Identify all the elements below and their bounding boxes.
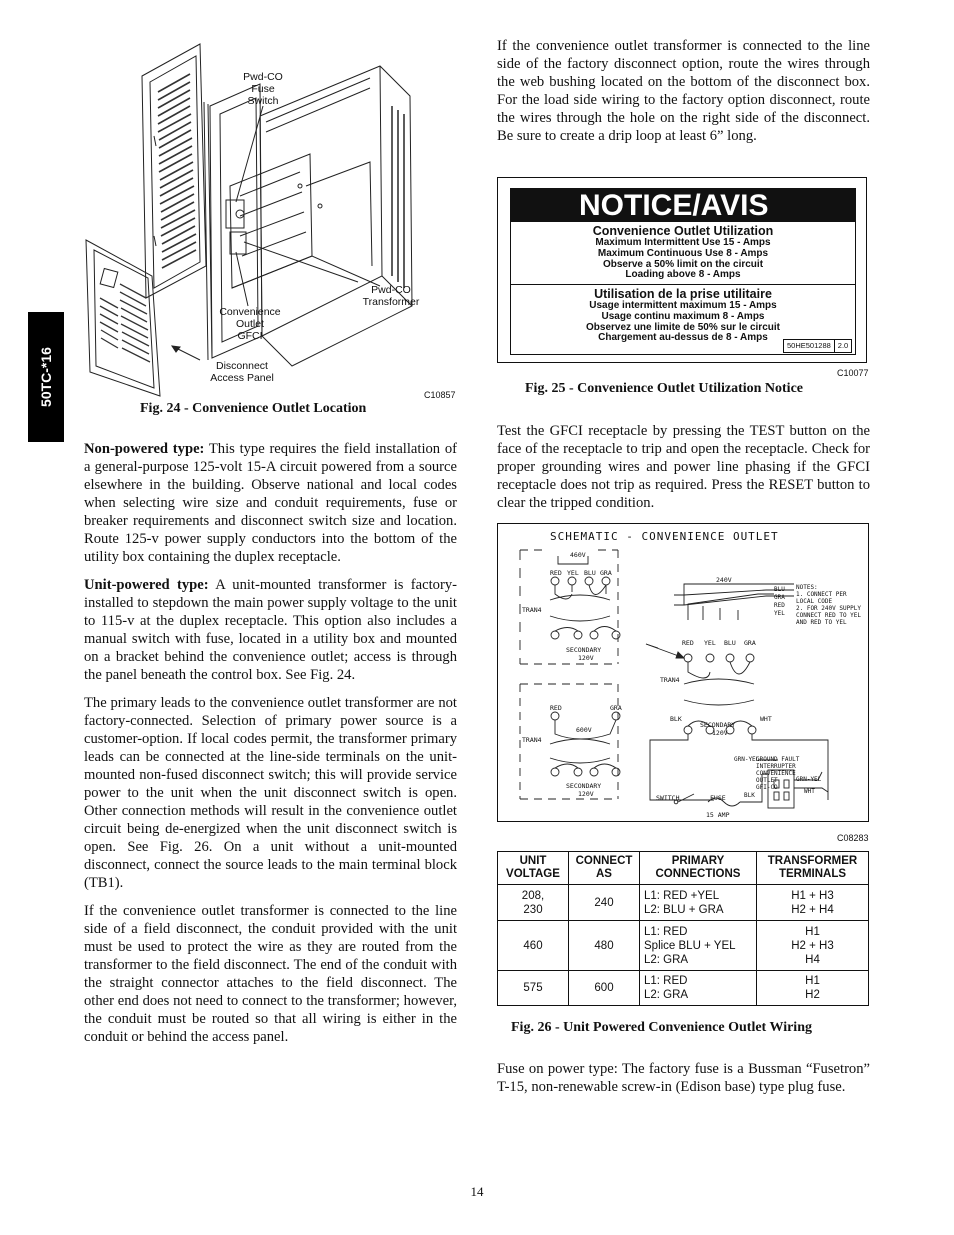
cell-unit-voltage: 460 bbox=[498, 921, 569, 971]
right-column-top bbox=[497, 37, 870, 145]
header-connect-as: CONNECT AS bbox=[569, 852, 640, 885]
para-factory-disconnect: If the convenience outlet transformer is connected to the line side of the factory disconnect option, route the wires through the web bushing located on the bottom of the disconnect box. For the load side wiring to the factory option disconnect, route the wires through the hole on the right side of the disconnect. Be sure to create a drip loop at least 6” long. bbox=[497, 38, 870, 144]
fig25-code: C10077 bbox=[837, 368, 869, 378]
left-column bbox=[84, 440, 457, 1046]
notice-label-frame bbox=[497, 177, 867, 363]
sch-label-gra: GRA bbox=[744, 639, 756, 647]
sch-label-secondary: SECONDARY bbox=[700, 721, 736, 729]
para-non-powered-body: This type requires the field installation of a general-purpose 125-volt 15-A circuit powered from a source elsewhere in the building. Observe national and local codes when selecting wire size and conduit requirements, fuse or breaker requirements and disconnect switch size and location. Route 125-v power supply conductors into the bottom of the utility box containing the duplex receptacle. bbox=[84, 441, 457, 565]
sch-label-gra: GRA bbox=[600, 569, 612, 577]
header-transformer-terminals: TRANSFORMER TERMINALS bbox=[757, 852, 869, 885]
notice-part-box bbox=[783, 339, 852, 353]
sch-label-600v: 600V bbox=[576, 726, 592, 734]
para-fuse-type: Fuse on power type: The factory fuse is a Bussman “Fusetron” T-15, non-renewable screw-in (Edison base) type plug fuse. bbox=[497, 1061, 870, 1095]
sch-label-tran4: TRAN4 bbox=[660, 676, 680, 684]
cell-connect-as: 600 bbox=[569, 971, 640, 1006]
notice-fr-line: Usage intermittent maximum 15 - Amps bbox=[589, 300, 777, 311]
label-access-panel: Disconnect Access Panel bbox=[210, 360, 274, 384]
sch-label-tran4: TRAN4 bbox=[522, 606, 542, 614]
sch-label-gra: GRA bbox=[774, 594, 785, 601]
notice-english bbox=[511, 222, 855, 285]
sch-label-wht: WHT bbox=[760, 715, 772, 723]
sch-label-120v: 120V bbox=[578, 790, 594, 798]
sch-label-red: RED bbox=[774, 602, 785, 609]
sch-label-blk: BLK bbox=[670, 715, 682, 723]
sch-label-240v: 240V bbox=[716, 576, 732, 584]
sch-label-red: RED bbox=[682, 639, 694, 647]
notice-en-line: Observe a 50% limit on the circuit bbox=[602, 258, 764, 270]
page-number: 14 bbox=[470, 1184, 484, 1199]
notice-revision: 2.0 bbox=[837, 341, 849, 350]
sch-label-blu: BLU bbox=[774, 586, 785, 593]
sch-label-blk: BLK bbox=[744, 792, 755, 799]
fig26-schematic-code: C08283 bbox=[837, 833, 869, 843]
sch-label-yel: YEL bbox=[704, 639, 716, 647]
para-primary-leads: The primary leads to the convenience outlet transformer are not factory-connected. Selection of primary power source is a customer-option. If local codes permit, the transformer primary leads can be connected at the line-side terminals on the unit-mounted non-fused disconnect switch; this will provide service power to the unit when the unit disconnect switch is open. Other connection methods will result in the convenience outlet circuit being de-energized when the unit disconnect switch is open. See Fig. 26. On a unit without a unit-mounted disconnect, connect the source leads to the main terminal block (TB1). bbox=[84, 695, 457, 891]
sch-label-15-amp: 15 AMP bbox=[706, 811, 730, 819]
cell-transformer-terminals: H1 H2 + H3 H4 bbox=[757, 921, 869, 971]
para-unit-powered-heading: Unit-powered type: bbox=[84, 577, 209, 593]
wiring-table-wrap bbox=[497, 851, 869, 1006]
label-transformer: Pwd-CO Transformer bbox=[362, 284, 420, 308]
header-primary-connections: PRIMARY CONNECTIONS bbox=[640, 852, 757, 885]
schematic-title: SCHEMATIC - CONVENIENCE OUTLET bbox=[550, 530, 779, 543]
notice-fr-line: Observez une limite de 50% sur le circuit bbox=[586, 321, 780, 333]
cell-unit-voltage: 575 bbox=[498, 971, 569, 1006]
notice-part-number: 50HE501288 bbox=[784, 340, 835, 352]
sch-label-120v: 120V bbox=[578, 654, 594, 662]
table-row bbox=[498, 885, 869, 921]
cell-primary-connections: L1: RED +YEL L2: BLU + GRA bbox=[640, 885, 757, 921]
sch-label-secondary: SECONDARY bbox=[566, 782, 602, 790]
para-gfci-test: Test the GFCI receptacle by pressing the TEST button on the face of the receptacle to trip and open the receptacle. Check for proper grounding wires and power line phasing if the GFCI receptacle does not trip as required. Press the RESET button to clear the tripped condition. bbox=[497, 423, 870, 511]
cell-transformer-terminals: H1 H2 bbox=[757, 971, 869, 1006]
header-unit-voltage: UNIT VOLTAGE bbox=[498, 852, 569, 885]
right-column-mid bbox=[497, 422, 870, 512]
table-row bbox=[498, 921, 869, 971]
sch-gfci-label: GROUND FAULT INTERRUPTER CONVENIENCE OUTLET GFI-CO bbox=[756, 756, 800, 791]
sch-label-secondary: SECONDARY bbox=[566, 646, 602, 654]
notice-en-line: Maximum Continuous Use 8 - Amps bbox=[597, 247, 769, 259]
wiring-table-header-row bbox=[498, 852, 869, 885]
notice-en-line: Maximum Intermittent Use 15 - Amps bbox=[595, 237, 771, 248]
para-non-powered-heading: Non-powered type: bbox=[84, 441, 205, 457]
sch-label-yel: YEL bbox=[774, 610, 785, 617]
sch-label-grn-yel: GRN-YEL bbox=[734, 756, 760, 763]
sch-label-460v: 460V bbox=[570, 551, 586, 559]
notice-french bbox=[511, 285, 855, 344]
sch-label-120v: 120V bbox=[712, 729, 728, 737]
para-unit-powered bbox=[84, 576, 457, 684]
sch-label-wht: WHT bbox=[804, 788, 815, 795]
notice-fr-title: Utilisation de la prise utilitaire bbox=[594, 287, 772, 301]
wiring-table bbox=[497, 851, 869, 1006]
fig26-caption: Fig. 26 - Unit Powered Convenience Outlet Wiring bbox=[511, 1020, 812, 1035]
notice-fr-line: Usage continu maximum 8 - Amps bbox=[601, 310, 765, 322]
sch-notes: NOTES: 1. CONNECT PER LOCAL CODE 2. FOR 240V SUPPLY CONNECT RED TO YEL AND RED TO YEL bbox=[796, 584, 862, 626]
sch-label-blu: BLU bbox=[584, 569, 596, 577]
para-field-disconnect: If the convenience outlet transformer is connected to the line side of a field disconnect, the conduit provided with the unit must be used to protect the wire as they are routed from the transformer to the field disconnect. The end of the conduit with the straight connector attaches to the field disconnect. The other end does not need to connect to the transformer; however, the conduit must be routed so that all wiring is either in the conduit or behind the access panel. bbox=[84, 903, 457, 1045]
sch-label-blu: BLU bbox=[724, 639, 736, 647]
para-non-powered bbox=[84, 440, 457, 566]
label-fuse-switch: Pwd-CO Fuse Switch bbox=[243, 71, 283, 107]
label-outlet-gfci: Convenience Outlet GFCI bbox=[219, 306, 281, 342]
right-column-bottom bbox=[497, 1060, 870, 1096]
sch-label-fuse: FUSE bbox=[710, 794, 726, 802]
notice-fr-line: Chargement au-dessus de 8 - Amps bbox=[598, 332, 768, 344]
side-tab-label: 50TC-*16 bbox=[38, 347, 54, 407]
sch-label-tran4: TRAN4 bbox=[522, 736, 542, 744]
sch-label-red: RED bbox=[550, 704, 562, 712]
cell-unit-voltage: 208, 230 bbox=[498, 885, 569, 921]
notice-label bbox=[510, 188, 856, 355]
cell-primary-connections: L1: RED Splice BLU + YEL L2: GRA bbox=[640, 921, 757, 971]
fig25-caption: Fig. 25 - Convenience Outlet Utilization Notice bbox=[525, 381, 804, 396]
schematic-frame bbox=[497, 523, 869, 822]
notice-title: NOTICE/AVIS bbox=[511, 189, 855, 222]
cell-connect-as: 480 bbox=[569, 921, 640, 971]
sch-label-switch: SWITCH bbox=[656, 794, 680, 802]
fig24-code: C10857 bbox=[424, 390, 456, 400]
para-unit-powered-body: A unit-mounted transformer is factory-installed to stepdown the main power supply voltage to the unit to 115-v at the duplex receptacle. This option also includes a manual switch with fuse, located in a utility box and mounted on a bracket behind the convenience outlet; access is through the panel beneath the control box. See Fig. 24. bbox=[84, 577, 457, 683]
sch-label-gra: GRA bbox=[610, 704, 622, 712]
sch-label-red: RED bbox=[550, 569, 562, 577]
fig24-caption: Fig. 24 - Convenience Outlet Location bbox=[140, 401, 367, 416]
cell-transformer-terminals: H1 + H3 H2 + H4 bbox=[757, 885, 869, 921]
notice-en-title: Convenience Outlet Utilization bbox=[592, 224, 774, 238]
sch-label-grn-yel: GRN-YEL bbox=[796, 776, 822, 783]
side-tab bbox=[28, 312, 64, 442]
sch-label-yel: YEL bbox=[567, 569, 579, 577]
notice-en-line: Loading above 8 - Amps bbox=[625, 269, 741, 281]
table-row bbox=[498, 971, 869, 1006]
cell-connect-as: 240 bbox=[569, 885, 640, 921]
cell-primary-connections: L1: RED L2: GRA bbox=[640, 971, 757, 1006]
